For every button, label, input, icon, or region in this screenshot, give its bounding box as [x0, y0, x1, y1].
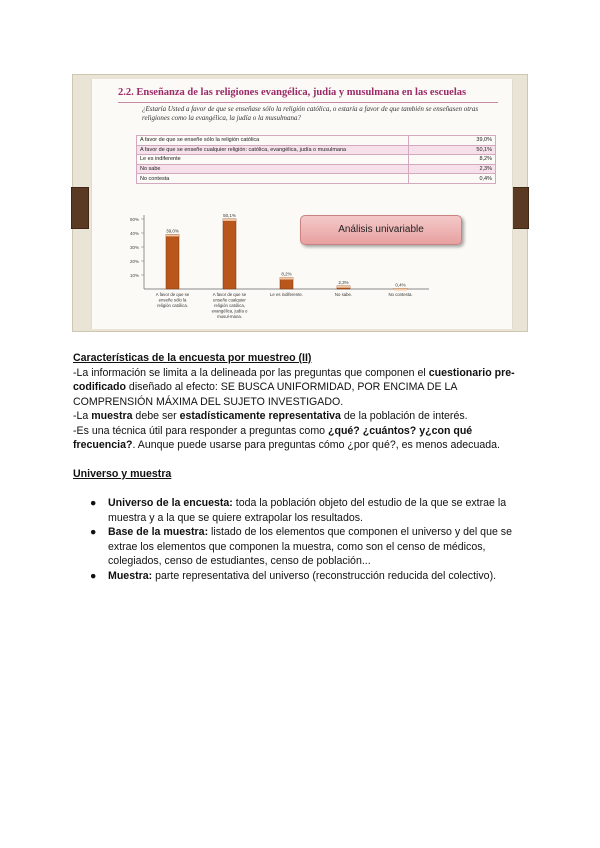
- text-span: diseñado al efecto: SE BUSCA UNIFORMIDAD, POR ENCIMA DE LA COMPRENSIÓN MÁXIMA DEL SUJETO INVESTIGADO.: [73, 381, 457, 408]
- table-cell-value: 2,3%: [409, 164, 496, 174]
- category-label: musul-mana.: [217, 314, 242, 319]
- binder-clip-right: [511, 187, 529, 229]
- bold-term: estadísticamente representativa: [179, 410, 341, 422]
- category-label: evangélica, judía o: [211, 308, 248, 314]
- slide-image: [72, 74, 528, 332]
- section-universo: [73, 467, 533, 482]
- chart-bar: [166, 234, 179, 289]
- bold-term: muestra: [91, 410, 133, 422]
- chart-bar: [223, 219, 236, 289]
- data-label: 2,3%: [338, 279, 349, 285]
- chart-bar-cap: [166, 234, 179, 236]
- section-heading: Universo y muestra: [73, 468, 172, 480]
- table-cell-label: Le es indiferente: [137, 155, 409, 165]
- univariate-badge: Análisis univariable: [300, 215, 462, 245]
- table-cell-value: 50,1%: [409, 145, 496, 155]
- slide-title: 2.2. Enseñanza de las religiones evangélica, judía y musulmana en las escuelas: [118, 87, 467, 98]
- bold-term: Universo de la encuesta:: [108, 497, 233, 509]
- data-label: 50,1%: [223, 212, 236, 218]
- category-label: Le es indiferente.: [270, 292, 303, 297]
- chart-bar-cap: [337, 286, 350, 288]
- bold-term: Base de la muestra:: [108, 526, 209, 538]
- text-span: -Es una técnica útil para responder a preguntas como: [73, 424, 328, 437]
- category-label: religión católica,: [214, 303, 245, 308]
- bullet-icon: ●: [90, 526, 97, 538]
- category-label: No sabe.: [334, 292, 353, 297]
- table-row: [137, 164, 496, 174]
- list-item: [90, 569, 530, 584]
- table-cell-value: 0,4%: [409, 174, 496, 184]
- category-label: No contesta.: [388, 292, 413, 297]
- slide-question: ¿Estaría Usted a favor de que se enseñase sólo la religión católica, o estaría a favor de que también se enseñasen otras religiones como la evangélica, la judía o la musulmana?: [142, 105, 479, 122]
- table-row: [137, 155, 496, 165]
- bullet-icon: ●: [90, 497, 97, 509]
- text-span: . Aunque puede usarse para preguntas cómo ¿por qué?, es menos adecuada.: [132, 439, 500, 451]
- category-label: A favor de que se: [155, 292, 190, 297]
- bullet-icon: ●: [90, 569, 97, 582]
- section-encuesta: [73, 351, 533, 453]
- chart-bar-cap: [394, 288, 407, 290]
- table-row: [137, 174, 496, 184]
- table-cell-label: A favor de que se enseñe cualquier religión: católica, evangélica, judía o musulmana: [137, 145, 409, 155]
- y-tick-label: 10%: [129, 273, 139, 278]
- response-table: [136, 135, 496, 184]
- list-item: [90, 496, 530, 525]
- text-span: debe ser: [132, 410, 180, 422]
- text-span: -La: [73, 410, 92, 422]
- table-cell-label: No contesta: [137, 174, 409, 184]
- data-label: 39,0%: [166, 228, 179, 234]
- data-label: 8,2%: [281, 271, 292, 277]
- chart-bar-cap: [223, 219, 236, 221]
- category-label: A favor de que se: [212, 292, 247, 297]
- table-cell-value: 8,2%: [409, 155, 496, 165]
- paragraph-muestra: [73, 409, 533, 424]
- chart-bar-cap: [280, 278, 293, 280]
- table-cell-value: 39,0%: [409, 136, 496, 146]
- text-span: parte representativa del universo (reconstrucción reducida del colectivo).: [152, 569, 497, 582]
- list-item: [90, 525, 530, 569]
- y-tick-label: 20%: [129, 259, 139, 264]
- section-heading: Características de la encuesta por muestreo (II): [73, 352, 312, 364]
- slide-paper: [91, 79, 513, 329]
- text-span: -La información se limita a la delineada por las preguntas que componen el: [73, 366, 429, 379]
- paragraph-cuestionario: [73, 366, 533, 410]
- text-span: de la población de interés.: [340, 410, 468, 422]
- table-cell-label: A favor de que se enseñe sólo la religión católica: [137, 136, 409, 146]
- paragraph-tecnica: [73, 424, 533, 453]
- bold-term: cuestionario pre-codificado: [73, 366, 515, 393]
- category-label: enseñe sólo la: [158, 297, 187, 303]
- table-row: [137, 136, 496, 146]
- category-label: enseñe cualquier: [213, 297, 246, 303]
- text-span: toda la población objeto del estudio de la que se extrae la muestra y a la que se quiere extrapolar los resultados.: [108, 497, 507, 524]
- table-row: [137, 145, 496, 155]
- y-tick-label: 50%: [129, 217, 139, 222]
- bold-term: ¿qué? ¿cuántos? y¿con qué frecuencia?: [73, 424, 473, 451]
- text-span: listado de los elementos que componen el universo y del que se extrae los elementos que componen la muestra, como son el censo de médicos, colegiados, censo de estudiantes, censo de población...: [108, 526, 512, 567]
- data-label: 0,4%: [395, 282, 406, 288]
- bullet-list: [90, 496, 530, 583]
- category-label: religión católica.: [157, 303, 188, 308]
- y-tick-label: 40%: [129, 231, 139, 236]
- bold-term: Muestra:: [108, 569, 153, 582]
- y-tick-label: 30%: [129, 245, 139, 250]
- binder-clip-left: [71, 187, 89, 229]
- table-cell-label: No sabe: [137, 164, 409, 174]
- title-rule: [118, 102, 498, 103]
